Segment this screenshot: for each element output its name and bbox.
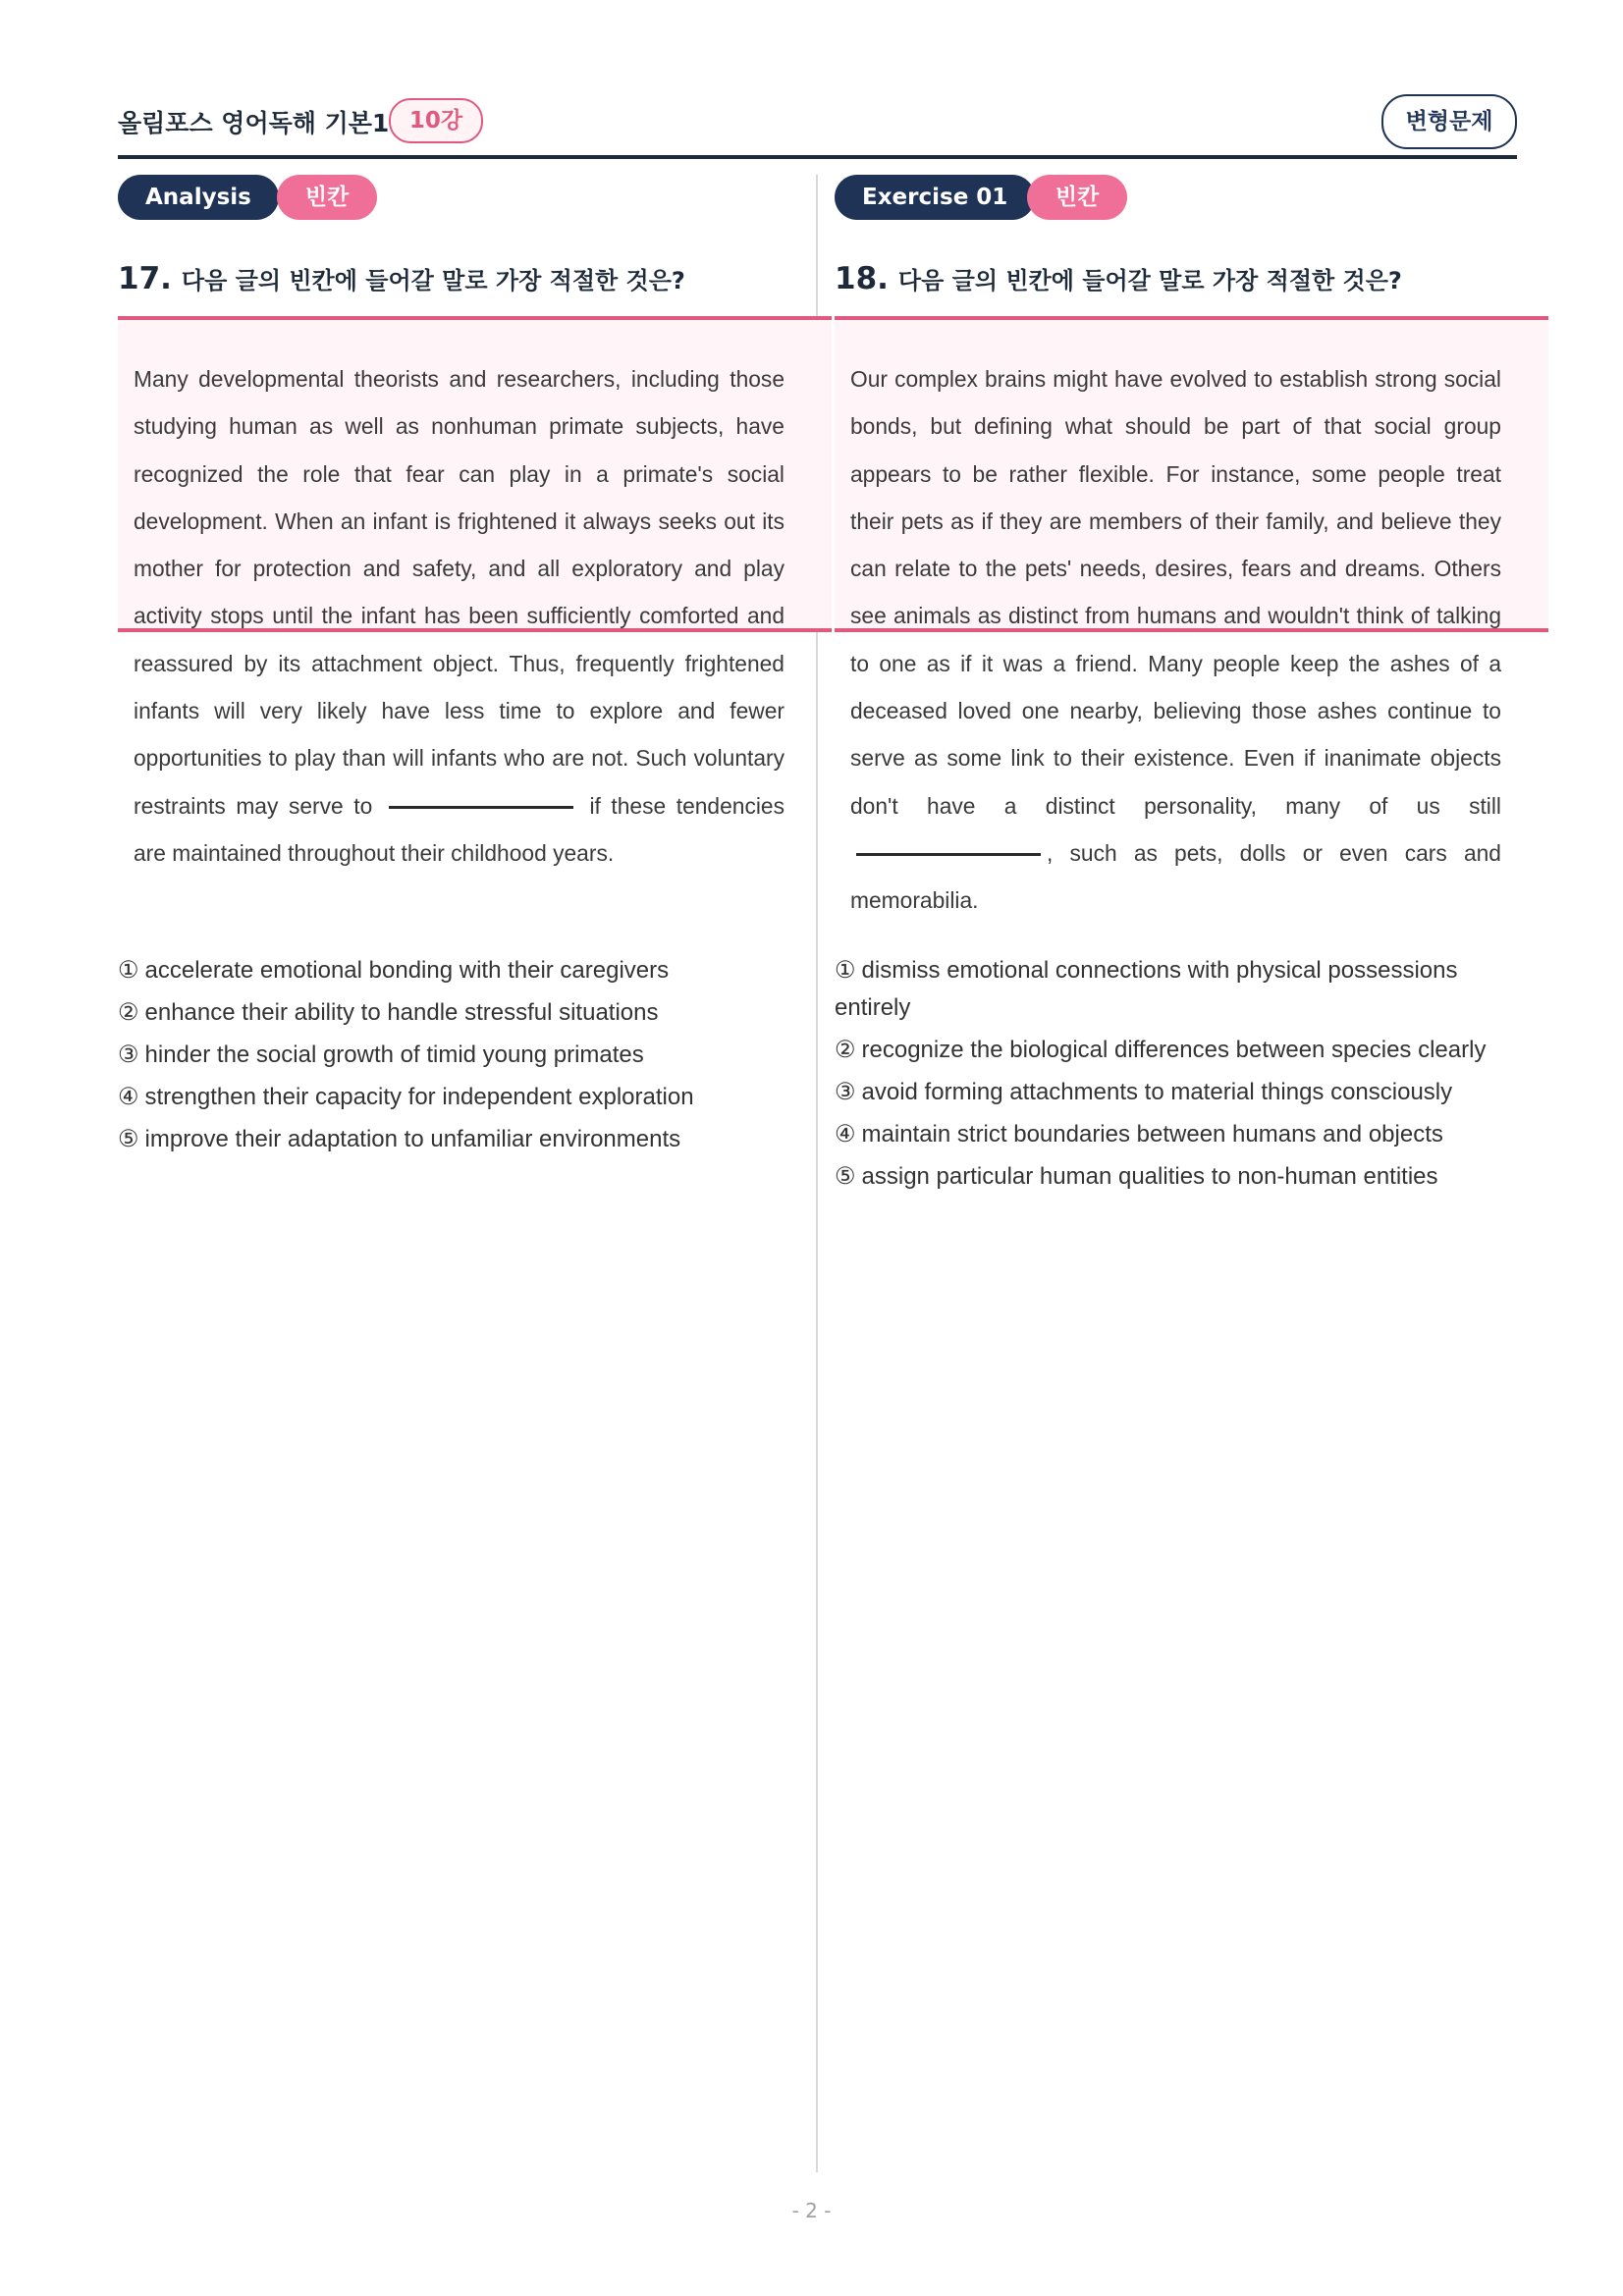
option-number: ④	[835, 1121, 856, 1148]
blank-line	[856, 853, 1041, 856]
option-text: hinder the social growth of timid young primates	[144, 1041, 644, 1068]
left-column	[118, 175, 800, 1152]
option-text: strengthen their capacity for independent exploration	[144, 1084, 694, 1110]
question-text: 다음 글의 빈칸에 들어갈 말로 가장 적절한 것은?	[181, 267, 685, 294]
option-text: recognize the biological differences between species clearly	[861, 1037, 1487, 1063]
option-item[interactable]	[118, 1079, 800, 1116]
passage-part-before-blank: Many developmental theorists and researchers, including those studying human as well as nonhuman primate subjects, have recognized the role that fear can play in a primate's social development. When an infant is frightened it always seeks out its mother for protection and safety, and all exploratory and play activity stops until the infant has been sufficiently comforted and reassured by its attachment object. Thus, frequently frightened infants will very likely have less time to explore and fewer opportunities to play than will infants who are not. Such voluntary restraints may serve to	[134, 366, 784, 819]
option-number: ①	[835, 957, 856, 984]
option-item[interactable]	[118, 952, 800, 989]
option-number: ①	[118, 957, 139, 984]
option-number: ⑤	[118, 1126, 139, 1152]
question-number: 18.	[835, 261, 889, 296]
option-item[interactable]	[118, 1121, 800, 1158]
passage-text	[850, 355, 1501, 925]
option-text: avoid forming attachments to material things consciously	[861, 1079, 1453, 1105]
option-number: ④	[118, 1084, 139, 1110]
book-title: 올림포스 영어독해 기본1	[118, 109, 390, 137]
lesson-badge: 10강	[389, 98, 483, 143]
option-item[interactable]	[835, 1158, 1517, 1196]
variant-badge: 변형문제	[1381, 94, 1517, 149]
question-title-17	[118, 261, 685, 296]
option-number: ②	[118, 999, 139, 1026]
type-label-blank: 빈칸	[1027, 175, 1127, 220]
page-number: - 2 -	[791, 2199, 832, 2222]
passage-part-after-blank: if these tendencies are maintained throughout their childhood years.	[134, 792, 785, 866]
option-text: accelerate emotional bonding with their caregivers	[144, 957, 670, 984]
option-text: enhance their ability to handle stressful situations	[144, 999, 659, 1026]
passage-part-before-blank: Our complex brains might have evolved to establish strong social bonds, but defining what should be part of that social group appears to be rather flexible. For instance, some people treat their pets as if they are members of their family, and believe they can relate to the pets' needs, desires, fears and dreams. Others see animals as distinct from humans and wouldn't think of talking to one as if it was a friend. Many people keep the ashes of a deceased loved one nearby, believing those ashes continue to serve as some link to their existence. Even if inanimate objects don't have a distinct personality, many of us still	[850, 366, 1501, 819]
header-divider	[118, 155, 1517, 159]
option-item[interactable]	[835, 1032, 1517, 1069]
section-label-analysis: Analysis	[118, 175, 279, 220]
page-header	[118, 94, 1517, 157]
question-title-18	[835, 261, 1402, 296]
question-number: 17.	[118, 261, 172, 296]
type-label-blank: 빈칸	[277, 175, 377, 220]
blank-line	[389, 806, 573, 809]
passage-part-after-blank: , such as pets, dolls or even cars and memorabilia.	[850, 839, 1501, 914]
option-number: ③	[835, 1079, 856, 1105]
answer-options-18	[835, 952, 1517, 1201]
option-item[interactable]	[835, 952, 1517, 1027]
option-item[interactable]	[835, 1074, 1517, 1111]
right-column	[835, 175, 1517, 1190]
option-number: ②	[835, 1037, 856, 1063]
option-text: assign particular human qualities to non-human entities	[861, 1163, 1438, 1190]
answer-options-17	[118, 952, 800, 1163]
option-item[interactable]	[835, 1116, 1517, 1153]
option-text: improve their adaptation to unfamiliar environments	[144, 1126, 681, 1152]
option-number: ③	[118, 1041, 139, 1068]
section-label-exercise: Exercise 01	[835, 175, 1035, 220]
option-item[interactable]	[118, 994, 800, 1032]
left-label-row	[118, 175, 800, 222]
passage-box-18	[835, 316, 1548, 914]
option-text: dismiss emotional connections with physical possessions entirely	[835, 957, 1458, 1021]
passage-text	[134, 355, 784, 877]
option-item[interactable]	[118, 1037, 800, 1074]
option-text: maintain strict boundaries between humans and objects	[861, 1121, 1443, 1148]
passage-box-17	[118, 316, 832, 866]
right-label-row	[835, 175, 1517, 222]
option-number: ⑤	[835, 1163, 856, 1190]
question-text: 다음 글의 빈칸에 들어갈 말로 가장 적절한 것은?	[897, 267, 1402, 294]
